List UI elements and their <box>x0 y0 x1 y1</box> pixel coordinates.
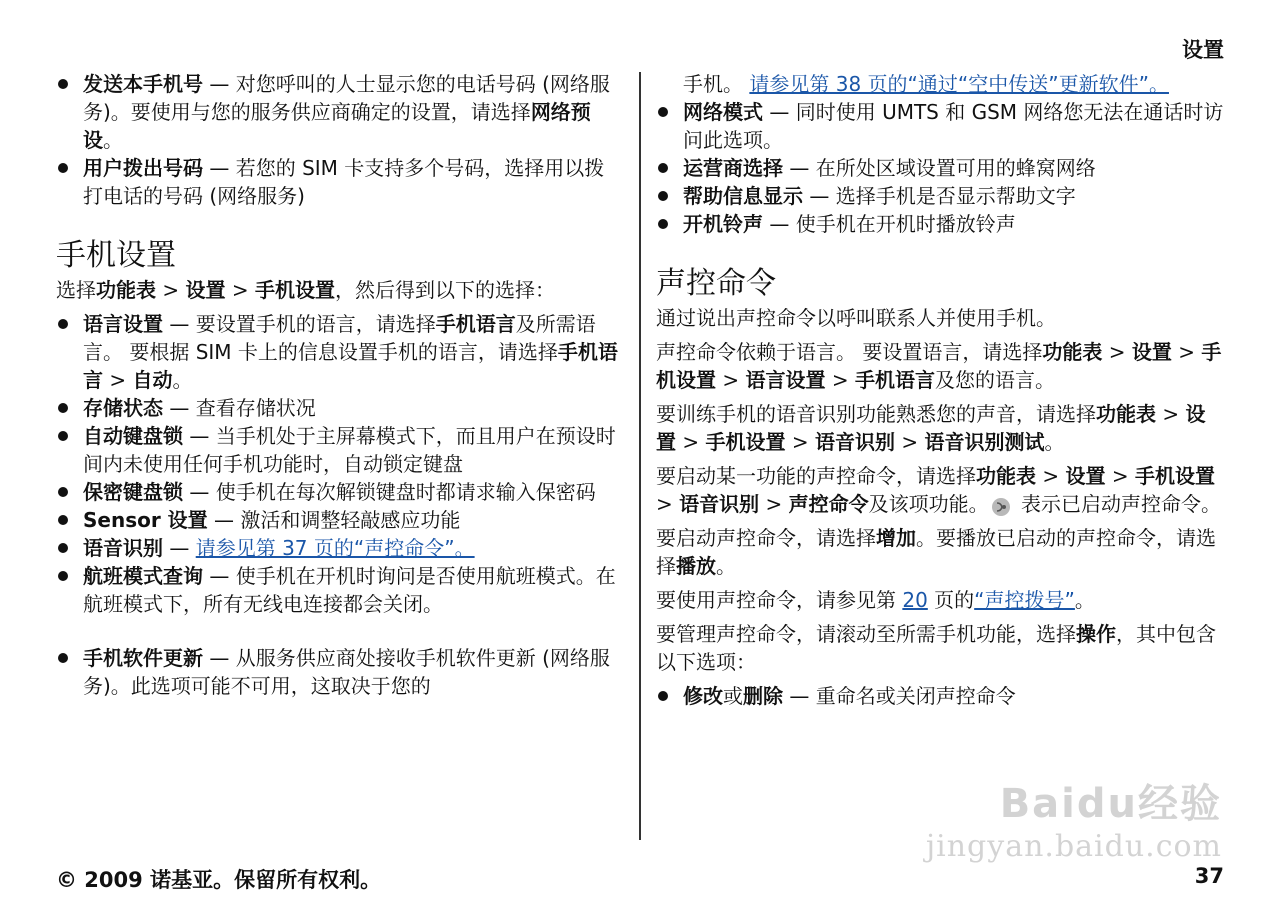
voice-command-link[interactable]: 请参见第 37 页的“声控命令”。 <box>195 536 475 560</box>
list-item: 保密键盘锁 — 使手机在每次解锁键盘时都请求输入保密码 <box>56 478 622 506</box>
option-term: 手机软件更新 <box>83 646 203 670</box>
watermark-url: jingyan.baidu.com <box>925 829 1222 864</box>
paragraph: 要启动声控命令，请选择增加。要播放已启动的声控命令，请选择播放。 <box>656 526 1216 578</box>
paragraph: 要训练手机的语音识别功能熟悉您的声音，请选择功能表 > 设置 > 手机设置 > 语音识别 > 语音识别测试。 <box>656 402 1206 454</box>
option-term: 航班模式查询 <box>83 564 203 588</box>
option-term: 自动键盘锁 <box>83 424 183 448</box>
copyright: © 2009 诺基亚。保留所有权利。 <box>56 868 382 892</box>
list-item: 语言设置 — 要设置手机的语言，请选择手机语言及所需语言。 要根据 SIM 卡上的信息设置手机的语言，请选择手机语言 > 自动。 <box>56 310 622 394</box>
continued-paragraph: 手机。 请参见第 38 页的“通过“空中传送”更新软件”。 <box>683 72 1169 96</box>
right-column <box>656 70 1224 710</box>
phone-settings-list <box>56 310 622 700</box>
list-item: 网络模式 — 同时使用 UMTS 和 GSM 网络您无法在通话时访问此选项。 <box>656 98 1224 154</box>
voice-command-icon <box>991 496 1011 516</box>
list-item: 帮助信息显示 — 选择手机是否显示帮助文字 <box>656 182 1224 210</box>
paragraph: 要启动某一功能的声控命令，请选择功能表 > 设置 > 手机设置 > 语音识别 > 声控命令及该项功能。 表示已启动声控命令。 <box>656 464 1221 516</box>
list-item: 开机铃声 — 使手机在开机时播放铃声 <box>656 210 1224 238</box>
baidu-watermark <box>926 772 1222 864</box>
list-item: 用户拨出号码 — 若您的 SIM 卡支持多个号码，选择用以拨打电话的号码 (网络服务) <box>56 154 622 210</box>
page-number: 37 <box>1194 864 1224 888</box>
option-term: 帮助信息显示 <box>683 184 803 208</box>
option-term: 运营商选择 <box>683 156 783 180</box>
paragraph: 要管理声控命令，请滚动至所需手机功能，选择操作，其中包含以下选项： <box>656 622 1216 674</box>
list-item: 发送本手机号 — 对您呼叫的人士显示您的电话号码 (网络服务)。要使用与您的服务供应商确定的设置，请选择网络预设。 <box>56 70 622 154</box>
list-item: Sensor 设置 — 激活和调整轻敲感应功能 <box>56 506 622 534</box>
watermark-logo: Baidu经验 <box>999 781 1222 827</box>
option-term: 存储状态 <box>83 396 163 420</box>
column-divider <box>639 72 641 840</box>
list-item: 运营商选择 — 在所处区域设置可用的蜂窝网络 <box>656 154 1224 182</box>
paragraph: 声控命令依赖于语言。 要设置语言，请选择功能表 > 设置 > 手机设置 > 语言设置 > 手机语言及您的语言。 <box>656 340 1222 392</box>
section-heading-phone-settings: 手机设置 <box>56 238 176 273</box>
top-option-list <box>56 70 622 210</box>
option-term: 保密键盘锁 <box>83 480 183 504</box>
option-term: 开机铃声 <box>683 212 763 236</box>
paragraph: 要使用声控命令，请参见第 20 页的“声控拨号”。 <box>656 588 1095 612</box>
option-term: 用户拨出号码 <box>83 156 203 180</box>
list-item: 航班模式查询 — 使手机在开机时询问是否使用航班模式。在航班模式下，所有无线电连接都会关闭。 <box>56 562 622 618</box>
page-20-link[interactable]: 20 <box>902 588 928 612</box>
option-term: 语音识别 <box>83 536 163 560</box>
list-item: 语音识别 — 请参见第 37 页的“声控命令”。 <box>56 534 622 562</box>
section-header: 设置 <box>1182 38 1224 62</box>
section-heading-voice-commands: 声控命令 <box>656 266 776 301</box>
list-item: 自动键盘锁 — 当手机处于主屏幕模式下，而且用户在预设时间内未使用任何手机功能时，自动锁定键盘 <box>56 422 622 478</box>
option-term: Sensor 设置 <box>83 508 208 532</box>
paragraph: 通过说出声控命令以呼叫联系人并使用手机。 <box>656 306 1056 330</box>
voice-options-list <box>656 682 1224 710</box>
ota-update-link[interactable]: 请参见第 38 页的“通过“空中传送”更新软件”。 <box>749 72 1169 96</box>
option-term: 语言设置 <box>83 312 163 336</box>
phone-settings-list-continued <box>656 98 1224 238</box>
intro-paragraph: 选择功能表 > 设置 > 手机设置，然后得到以下的选择： <box>56 278 555 302</box>
list-item: 手机软件更新 — 从服务供应商处接收手机软件更新 (网络服务)。此选项可能不可用，这取决于您的 <box>56 644 622 700</box>
list-item: 存储状态 — 查看存储状况 <box>56 394 622 422</box>
left-column <box>56 70 622 700</box>
voice-dialing-link[interactable]: “声控拨号” <box>974 588 1075 612</box>
option-term: 网络模式 <box>683 100 763 124</box>
list-item: 修改或删除 — 重命名或关闭声控命令 <box>656 682 1224 710</box>
option-term: 发送本手机号 <box>83 72 203 96</box>
